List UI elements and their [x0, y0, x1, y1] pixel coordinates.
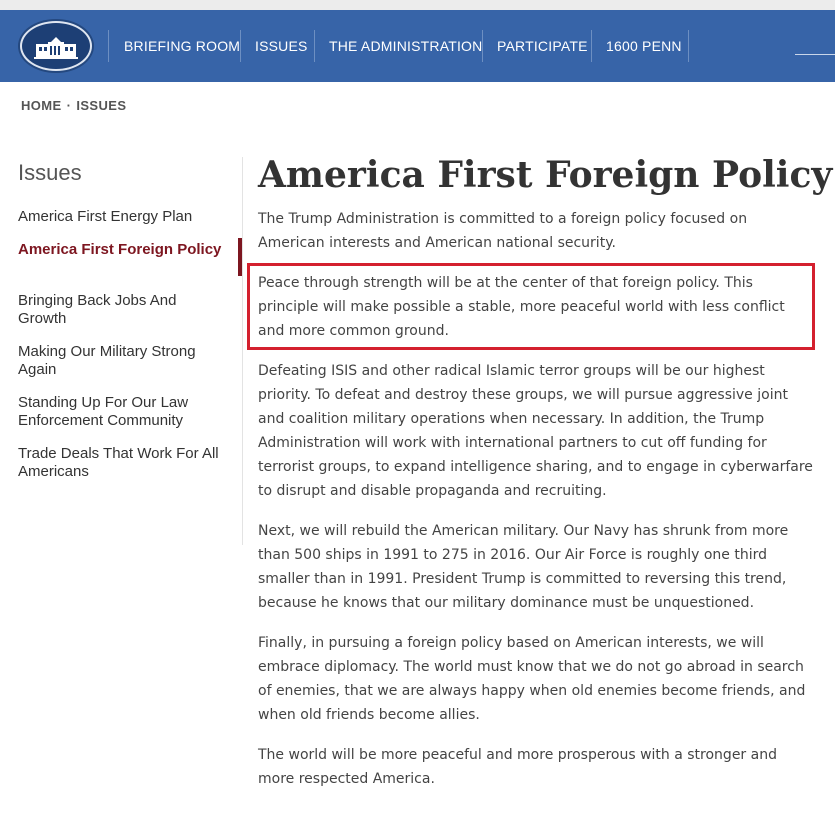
- breadcrumb-home[interactable]: HOME: [21, 98, 62, 113]
- sidebar-item-military-strong[interactable]: Making Our Military Strong Again: [18, 343, 196, 378]
- sidebar-item-foreign-policy[interactable]: America First Foreign Policy: [18, 241, 222, 258]
- nav-separator: [482, 30, 483, 62]
- nav-1600-penn[interactable]: 1600 PENN: [606, 38, 682, 54]
- white-house-logo[interactable]: [22, 23, 90, 69]
- highlight-box: [247, 263, 815, 350]
- top-strip: [0, 0, 835, 10]
- paragraph-peace-through-strength: Peace through strength will be at the center of that foreign policy. This principle will make possible a stable, more peaceful world with less conflict and more common ground.: [258, 275, 785, 339]
- sidebar-item-energy-plan[interactable]: America First Energy Plan: [18, 208, 193, 225]
- breadcrumb: [21, 98, 126, 113]
- nav-separator: [240, 30, 241, 62]
- sidebar-item-jobs-growth[interactable]: Bringing Back Jobs And Growth: [18, 292, 177, 327]
- nav-briefing-room[interactable]: BRIEFING ROOM: [124, 38, 241, 54]
- sidebar-active-marker: [238, 238, 242, 276]
- breadcrumb-separator: ·: [66, 98, 72, 113]
- main-navigation: [0, 10, 835, 82]
- sidebar-item-law-enforcement[interactable]: Standing Up For Our Law Enforcement Community: [18, 394, 189, 429]
- paragraph-intro: The Trump Administration is committed to a foreign policy focused on American interests and American national security.: [258, 211, 748, 251]
- white-house-seal-icon: [22, 23, 90, 69]
- nav-separator: [314, 30, 315, 62]
- nav-separator: [688, 30, 689, 62]
- sidebar-divider: [242, 157, 243, 545]
- paragraph-conclusion: The world will be more peaceful and more prosperous with a stronger and more respected America.: [258, 747, 777, 787]
- nav-issues[interactable]: ISSUES: [255, 38, 308, 54]
- paragraph-diplomacy: Finally, in pursuing a foreign policy based on American interests, we will embrace diplomacy. The world must know that we do not go abroad in search of enemies, that we are always happy when old enemies become friends, and when old friends become allies.: [258, 635, 806, 723]
- sidebar-title: Issues: [18, 160, 82, 185]
- breadcrumb-issues[interactable]: ISSUES: [76, 98, 127, 113]
- nav-participate[interactable]: PARTICIPATE: [497, 38, 588, 54]
- nav-separator: [591, 30, 592, 62]
- page-title: America First Foreign Policy: [258, 154, 833, 196]
- nav-separator: [108, 30, 109, 62]
- nav-search-underline: [795, 54, 835, 55]
- paragraph-defeating-isis: Defeating ISIS and other radical Islamic terror groups will be our highest priority. To defeat and destroy these groups, we will pursue aggressive joint and coalition military operations when necessary. In addition, the Trump Administration will work with international partners to cut off funding for terrorist groups, to expand intelligence sharing, and to engage in cyberwarfare to disrupt and disable propaganda and recruiting.: [258, 363, 813, 499]
- sidebar-item-trade-deals[interactable]: Trade Deals That Work For All Americans: [18, 445, 219, 480]
- paragraph-rebuild-military: Next, we will rebuild the American military. Our Navy has shrunk from more than 500 ships in 1991 to 275 in 2016. Our Air Force is roughly one third smaller than in 1991. President Trump is committed to reversing this trend, because he knows that our military dominance must be unquestioned.: [258, 523, 789, 611]
- nav-the-administration[interactable]: THE ADMINISTRATION: [329, 38, 483, 54]
